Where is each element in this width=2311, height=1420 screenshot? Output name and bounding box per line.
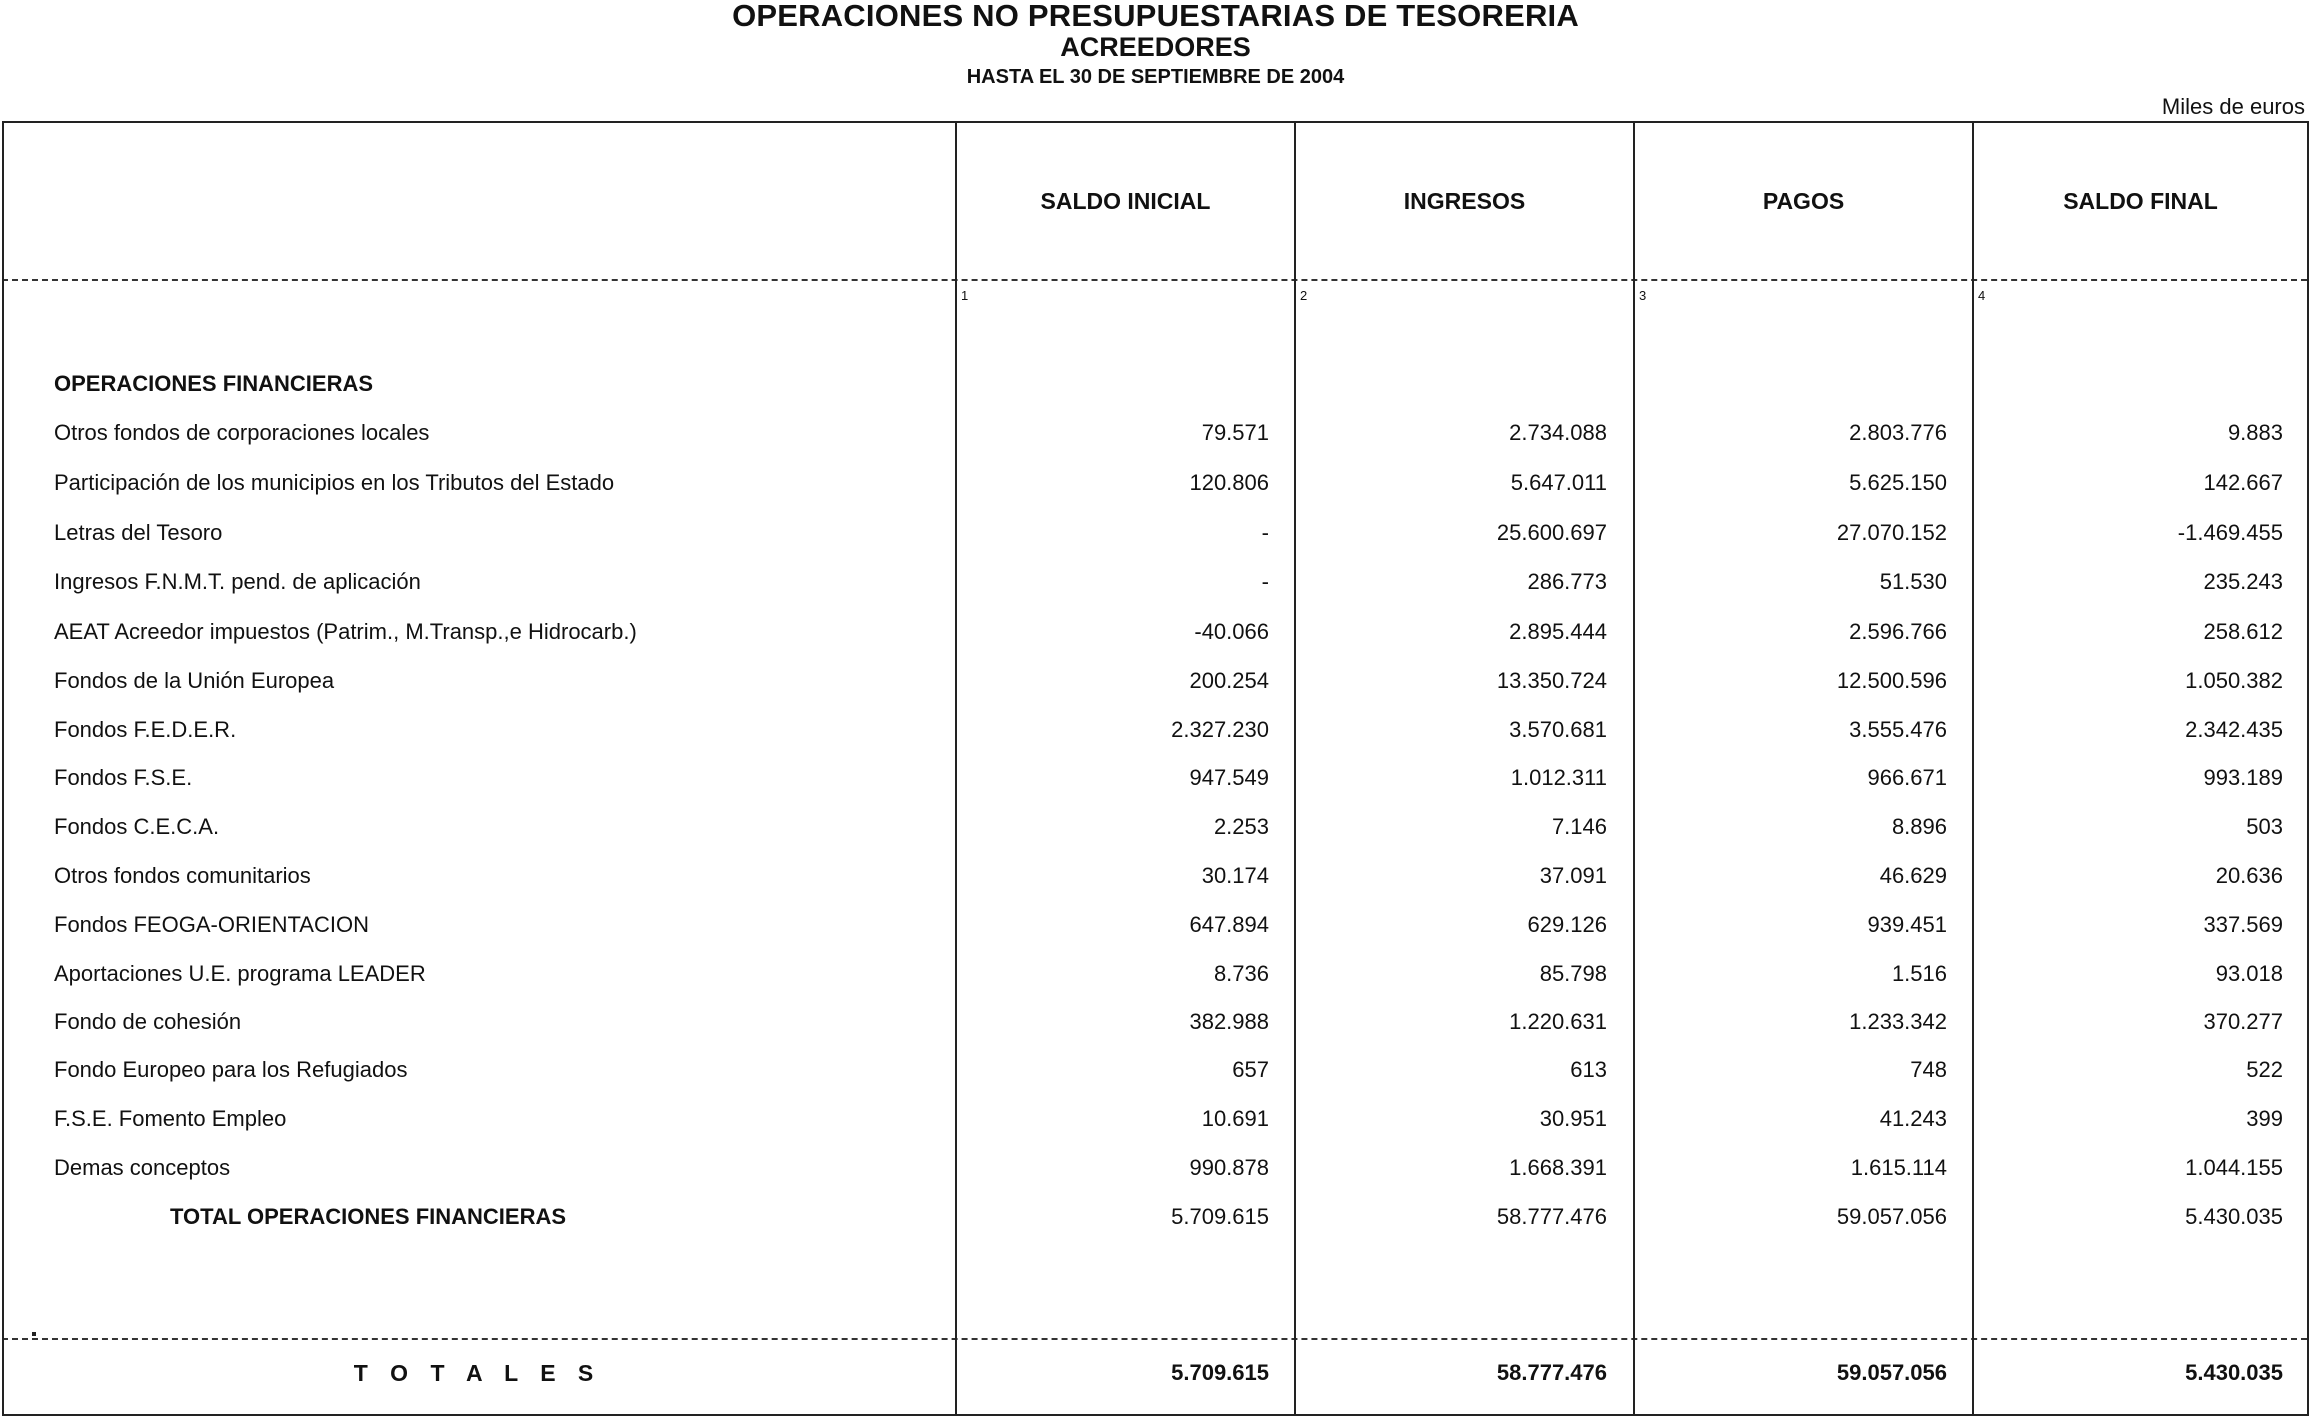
pagos-value: 27.070.152: [1836, 520, 1947, 545]
table-row: [0, 668, 2311, 698]
column-header-ingresos: INGRESOS: [1403, 187, 1526, 214]
row-label: Fondo de cohesión: [54, 1009, 242, 1034]
report-subtitle: ACREEDORES: [1060, 32, 1251, 62]
section-title: OPERACIONES FINANCIERAS: [54, 371, 374, 396]
pagos-value: 41.243: [1879, 1106, 1947, 1131]
pagos-value: 966.671: [1867, 765, 1947, 790]
saldo-inicial-value: -40.066: [1194, 619, 1269, 644]
saldo-inicial-value: 10.691: [1201, 1106, 1269, 1131]
pagos-value: 1.615.114: [1850, 1155, 1947, 1180]
row-label: Ingresos F.N.M.T. pend. de aplicación: [54, 569, 421, 594]
saldo-final-value: 1.044.155: [2185, 1155, 2283, 1180]
saldo-final-value: 20.636: [2215, 863, 2283, 888]
ingresos-value: 1.012.311: [1510, 765, 1607, 790]
pagos-value: 12.500.596: [1836, 668, 1947, 693]
saldo-inicial-value: 30.174: [1201, 863, 1269, 888]
ingresos-total: 58.777.476: [1496, 1204, 1607, 1229]
saldo-inicial-value: 79.571: [1201, 420, 1269, 445]
table-row: [0, 765, 2311, 795]
saldo-inicial-value: 990.878: [1189, 1155, 1269, 1180]
saldo-final-value: 235.243: [2203, 569, 2283, 594]
ingresos-value: 629.126: [1527, 912, 1607, 937]
pagos-value: 3.555.476: [1849, 717, 1947, 742]
totals-divider: [2, 1338, 2307, 1340]
ingresos-value: 30.951: [1539, 1106, 1607, 1131]
section-total-label: TOTAL OPERACIONES FINANCIERAS: [170, 1204, 567, 1229]
ingresos-value: 7.146: [1551, 814, 1607, 839]
row-label: Otros fondos de corporaciones locales: [54, 420, 430, 445]
table-row: [0, 1009, 2311, 1039]
table-row: [0, 912, 2311, 942]
table-row: [0, 717, 2311, 747]
pagos-value: 8.896: [1891, 814, 1947, 839]
grand-total-saldo-inicial: 5.709.615: [1171, 1360, 1269, 1385]
saldo-inicial-total: 5.709.615: [1171, 1204, 1269, 1229]
saldo-final-value: 993.189: [2203, 765, 2283, 790]
saldo-final-value: 142.667: [2203, 470, 2283, 495]
saldo-final-value: 9.883: [2227, 420, 2283, 445]
saldo-final-value: -1.469.455: [2177, 520, 2283, 545]
row-label: Demas conceptos: [54, 1155, 231, 1180]
column-header-pagos: PAGOS: [1762, 187, 1845, 214]
saldo-final-total: 5.430.035: [2185, 1204, 2283, 1229]
row-label: Letras del Tesoro: [54, 520, 223, 545]
ingresos-value: 37.091: [1539, 863, 1607, 888]
column-number-3: 3: [1639, 288, 1647, 303]
table-row: [0, 863, 2311, 893]
row-label: AEAT Acreedor impuestos (Patrim., M.Transp.,e Hidrocarb.): [54, 619, 637, 644]
saldo-final-value: 1.050.382: [2185, 668, 2283, 693]
table-row: [0, 961, 2311, 991]
saldo-inicial-value: 8.736: [1213, 961, 1269, 986]
pagos-value: 1.516: [1891, 961, 1947, 986]
grand-total-ingresos: 58.777.476: [1496, 1360, 1607, 1385]
table-row: [0, 520, 2311, 550]
saldo-inicial-value: 200.254: [1189, 668, 1269, 693]
saldo-inicial-value: 647.894: [1189, 912, 1269, 937]
ingresos-value: 1.668.391: [1509, 1155, 1607, 1180]
saldo-inicial-value: 382.988: [1189, 1009, 1269, 1034]
row-label: Fondos F.E.D.E.R.: [54, 717, 237, 742]
pagos-value: 2.596.766: [1849, 619, 1947, 644]
table-row: [0, 1057, 2311, 1087]
grand-total-row: [0, 1360, 2311, 1394]
table-row: [0, 470, 2311, 500]
saldo-inicial-value: 2.253: [1213, 814, 1269, 839]
report-period: HASTA EL 30 DE SEPTIEMBRE DE 2004: [966, 66, 1345, 88]
table-row: [0, 569, 2311, 599]
ingresos-value: 2.734.088: [1509, 420, 1607, 445]
ingresos-value: 85.798: [1539, 961, 1607, 986]
column-number-1: 1: [961, 288, 969, 303]
table-row: [0, 420, 2311, 450]
pagos-total: 59.057.056: [1836, 1204, 1947, 1229]
pagos-value: 748: [1910, 1057, 1947, 1082]
saldo-inicial-value: 657: [1232, 1057, 1269, 1082]
units-label: Miles de euros: [2161, 94, 2305, 119]
table-row: [0, 619, 2311, 649]
scan-mark: [32, 1332, 36, 1336]
row-label: Fondos F.S.E.: [54, 765, 193, 790]
table-row: [0, 1106, 2311, 1136]
pagos-value: 46.629: [1879, 863, 1947, 888]
row-label: F.S.E. Fomento Empleo: [54, 1106, 287, 1131]
row-label: Fondos de la Unión Europea: [54, 668, 335, 693]
saldo-final-value: 399: [2246, 1106, 2283, 1131]
ingresos-value: 3.570.681: [1509, 717, 1607, 742]
ingresos-value: 613: [1570, 1057, 1607, 1082]
saldo-inicial-value: 2.327.230: [1171, 717, 1269, 742]
report-title: OPERACIONES NO PRESUPUESTARIAS DE TESORERIA: [732, 0, 1579, 33]
row-label: Fondos FEOGA-ORIENTACION: [54, 912, 369, 937]
saldo-final-value: 370.277: [2203, 1009, 2283, 1034]
saldo-inicial-value: 120.806: [1189, 470, 1269, 495]
column-number-2: 2: [1300, 288, 1308, 303]
row-label: Otros fondos comunitarios: [54, 863, 311, 888]
saldo-final-value: 503: [2246, 814, 2283, 839]
column-header-saldo-final: SALDO FINAL: [2063, 187, 2218, 214]
grand-total-label: T O T A L E S: [353, 1360, 602, 1386]
row-label: Participación de los municipios en los Tributos del Estado: [54, 470, 615, 495]
column-number-4: 4: [1978, 288, 1986, 303]
grand-total-saldo-final: 5.430.035: [2185, 1360, 2283, 1385]
table-bottom-border: [2, 1414, 2307, 1416]
column-header-saldo-inicial: SALDO INICIAL: [1040, 187, 1211, 214]
row-label: Aportaciones U.E. programa LEADER: [54, 961, 426, 986]
table-row: [0, 814, 2311, 844]
saldo-inicial-value: 947.549: [1189, 765, 1269, 790]
pagos-value: 5.625.150: [1849, 470, 1947, 495]
ingresos-value: 1.220.631: [1509, 1009, 1607, 1034]
grand-total-pagos: 59.057.056: [1836, 1360, 1947, 1385]
pagos-value: 1.233.342: [1849, 1009, 1947, 1034]
table-row: [0, 1155, 2311, 1185]
saldo-final-value: 2.342.435: [2185, 717, 2283, 742]
saldo-final-value: 258.612: [2203, 619, 2283, 644]
saldo-final-value: 93.018: [2215, 961, 2283, 986]
section-total-row: [0, 1204, 2311, 1234]
ingresos-value: 13.350.724: [1496, 668, 1607, 693]
pagos-value: 51.530: [1879, 569, 1947, 594]
ingresos-value: 286.773: [1527, 569, 1607, 594]
ingresos-value: 25.600.697: [1496, 520, 1607, 545]
saldo-inicial-value: -: [1261, 520, 1269, 545]
pagos-value: 2.803.776: [1849, 420, 1947, 445]
row-label: Fondo Europeo para los Refugiados: [54, 1057, 408, 1082]
ingresos-value: 2.895.444: [1509, 619, 1607, 644]
saldo-inicial-value: -: [1261, 569, 1269, 594]
ingresos-value: 5.647.011: [1510, 470, 1607, 495]
row-label: Fondos C.E.C.A.: [54, 814, 220, 839]
pagos-value: 939.451: [1867, 912, 1947, 937]
saldo-final-value: 337.569: [2203, 912, 2283, 937]
saldo-final-value: 522: [2246, 1057, 2283, 1082]
